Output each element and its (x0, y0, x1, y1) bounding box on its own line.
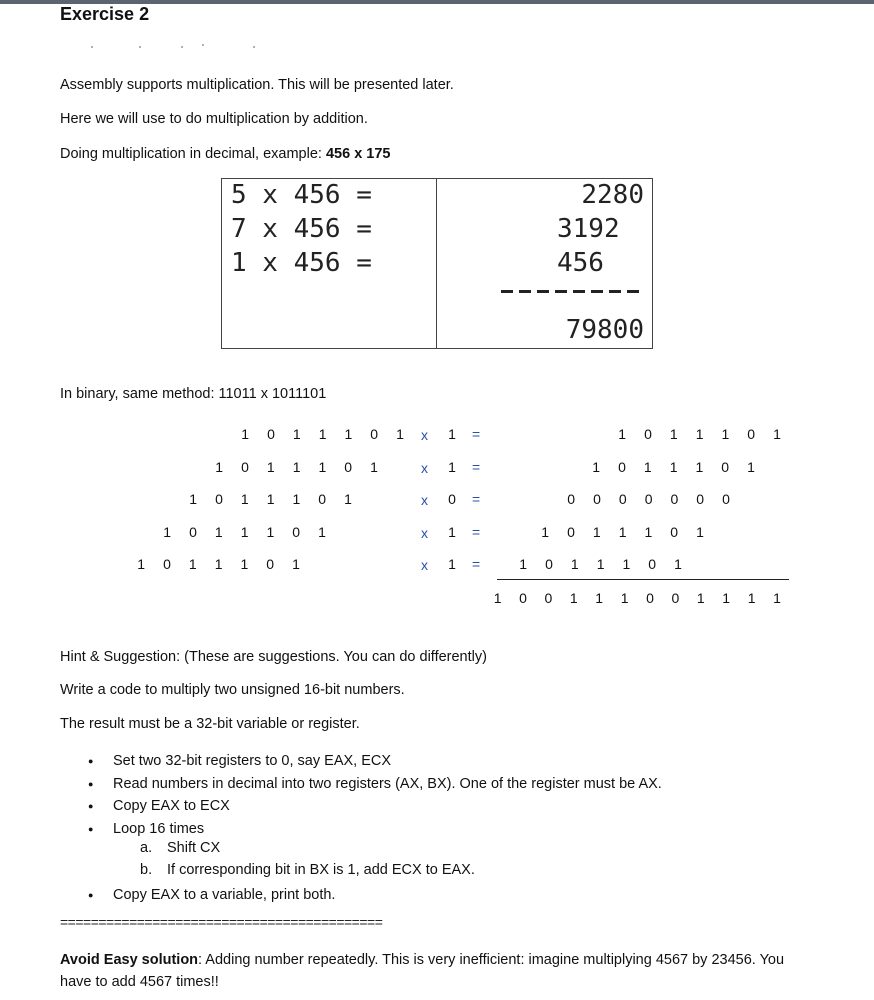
partial-digit: 1 (669, 459, 678, 475)
multiplicand-digit: 1 (318, 524, 326, 540)
partial-digit: 0 (670, 524, 679, 540)
partial-digit: 1 (519, 556, 528, 572)
partial-digit: 1 (695, 459, 704, 475)
partial-digit: 0 (618, 459, 626, 475)
partial-product-1: 2280 (581, 180, 644, 210)
result-digit: 0 (519, 590, 527, 606)
multiplicand-digit: 1 (189, 491, 198, 507)
step-2: ● Read numbers in decimal into two registers (AX, BX). One of the register must be AX. (88, 773, 662, 796)
avoid-line-1 (60, 952, 784, 968)
partial-digit: 1 (622, 556, 631, 572)
partial-product-3: 456 (557, 248, 604, 278)
partial-digit: 1 (541, 524, 550, 540)
multiplicand-digit: 1 (370, 459, 378, 475)
intro-line-1: Assembly supports multiplication. This will be presented later. (60, 77, 454, 93)
equals-sign: = (472, 491, 481, 507)
multiplicand-digit: 0 (163, 556, 171, 572)
result-digit: 0 (544, 590, 553, 606)
result-digit: 1 (696, 590, 705, 606)
times-sign: x (421, 492, 428, 508)
result-digit: 1 (620, 590, 629, 606)
step-1: ● Set two 32-bit registers to 0, say EAX, ECX (88, 750, 662, 773)
partial-digit: 0 (593, 491, 601, 507)
avoid-label: Avoid Easy solution (60, 952, 199, 968)
partial-digit: 0 (696, 491, 705, 507)
result-digit: 1 (569, 590, 578, 606)
partial-digit: 0 (721, 459, 730, 475)
binary-sum-rule (497, 579, 789, 580)
decimal-multiplication-table (221, 178, 653, 349)
multiplicand-digit: 1 (318, 426, 327, 442)
multiplicand-digit: 0 (241, 459, 249, 475)
result-digit: 1 (773, 590, 781, 606)
multiplicand-digit: 1 (344, 426, 353, 442)
partial-digit: 0 (670, 491, 679, 507)
partial-digit: 1 (570, 556, 579, 572)
separator-line: ========================================== (60, 914, 383, 930)
step-5: ● Copy EAX to a variable, print both. (88, 884, 335, 907)
avoid-line-2: have to add 4567 times!! (60, 974, 219, 990)
multiplier-bit: 1 (448, 524, 456, 540)
multiplicand-digit: 0 (370, 426, 379, 442)
multiplicand-digit: 0 (267, 426, 275, 442)
result-digit: 0 (646, 590, 654, 606)
avoid-text: : Adding number repeatedly. This is very inefficient: imagine multiplying 4567 by 23456. You (198, 952, 785, 968)
multiplicand-digit: 1 (240, 491, 249, 507)
partial-digit: 1 (596, 556, 605, 572)
times-sign: x (421, 460, 428, 476)
partial-digit: 1 (696, 524, 704, 540)
sub-step-b-label: b. (140, 862, 153, 878)
times-sign: x (421, 525, 428, 541)
equals-sign: = (472, 459, 481, 475)
partial-digit: 1 (669, 426, 678, 442)
multiplicand-digit: 0 (215, 491, 223, 507)
partial-digit: 1 (695, 426, 704, 442)
binary-intro: In binary, same method: 11011 x 1011101 (60, 386, 327, 402)
step-4-text: Loop 16 times (113, 820, 205, 837)
multiplicand-digit: 1 (396, 426, 404, 442)
multiplicand-digit: 1 (292, 426, 301, 442)
result-digit: 1 (493, 590, 502, 606)
partial-product-2: 3192 (557, 214, 620, 244)
hint-line-2: The result must be a 32-bit variable or register. (60, 716, 360, 732)
partial-digit: 0 (722, 491, 730, 507)
partial-digit: 1 (618, 524, 627, 540)
partial-digit: 1 (644, 524, 653, 540)
steps-list (88, 750, 662, 840)
partial-digit: 1 (721, 426, 730, 442)
decimal-right-cell (437, 179, 653, 349)
partial-digit: 1 (674, 556, 682, 572)
multiplicand-digit: 1 (266, 459, 275, 475)
multiplicand-digit: 0 (344, 459, 353, 475)
hint-line-1: Write a code to multiply two unsigned 16-bit numbers. (60, 682, 405, 698)
multiplicand-digit: 0 (292, 524, 301, 540)
result-digit: 1 (747, 590, 756, 606)
multiplier-bit: 1 (448, 556, 456, 572)
multiplicand-digit: 1 (292, 491, 301, 507)
multiplicand-digit: 1 (292, 459, 301, 475)
result-digit: 1 (722, 590, 731, 606)
decimal-row-1: 5 x 456 = (231, 180, 372, 210)
decimal-row-2: 7 x 456 = (231, 214, 372, 244)
multiplicand-digit: 1 (240, 524, 249, 540)
sub-step-a-label: a. (140, 840, 153, 856)
multiplicand-digit: 1 (318, 459, 327, 475)
decimal-result: 79800 (565, 315, 644, 345)
partial-digit: 0 (567, 524, 575, 540)
partial-digit: 1 (592, 459, 601, 475)
step-4 (88, 818, 662, 841)
multiplier-bit: 1 (448, 426, 456, 442)
partial-digit: 1 (643, 459, 652, 475)
page-title: Exercise 2 (60, 4, 150, 24)
multiplicand-digit: 1 (240, 556, 249, 572)
multiplicand-digit: 1 (266, 491, 275, 507)
sub-step-a: Shift CX (167, 840, 221, 856)
partial-digit: 0 (545, 556, 553, 572)
equals-sign: = (472, 426, 481, 442)
partial-digit: 0 (618, 491, 627, 507)
multiplicand-digit: 1 (344, 491, 352, 507)
intro-line-3-text: Doing multiplication in decimal, example: (60, 146, 326, 162)
hint-heading: Hint & Suggestion: (These are suggestions. You can do differently) (60, 649, 487, 665)
multiplicand-digit: 0 (189, 524, 197, 540)
multiplicand-digit: 1 (241, 426, 250, 442)
partial-digit: 0 (644, 426, 652, 442)
step-3: ● Copy EAX to ECX (88, 795, 662, 818)
equals-sign: = (472, 524, 481, 540)
equals-sign: = (472, 556, 481, 572)
times-sign: x (421, 557, 428, 573)
example-expression: 456 x 175 (325, 146, 391, 162)
partial-digit: 0 (747, 426, 756, 442)
multiplicand-digit: 0 (266, 556, 275, 572)
partial-digit: 0 (648, 556, 657, 572)
partial-digit: 1 (773, 426, 781, 442)
partial-digit: 1 (618, 426, 627, 442)
multiplicand-digit: 1 (163, 524, 172, 540)
multiplicand-digit: 1 (215, 459, 224, 475)
times-sign: x (421, 427, 428, 443)
decimal-left-cell (222, 179, 437, 349)
multiplicand-digit: 1 (137, 556, 146, 572)
partial-digit: 1 (747, 459, 755, 475)
decimal-row-3: 1 x 456 = (231, 248, 372, 278)
multiplicand-digit: 0 (318, 491, 327, 507)
sub-step-b: If corresponding bit in BX is 1, add ECX to EAX. (167, 862, 475, 878)
sum-dashes (501, 290, 643, 293)
multiplier-bit: 1 (448, 459, 456, 475)
steps-list-continued (88, 884, 335, 907)
partial-digit: 0 (644, 491, 653, 507)
multiplicand-digit: 1 (214, 524, 223, 540)
result-digit: 1 (595, 590, 604, 606)
multiplicand-digit: 1 (214, 556, 223, 572)
result-digit: 0 (671, 590, 680, 606)
partial-digit: 1 (592, 524, 601, 540)
partial-digit: 0 (567, 491, 576, 507)
multiplicand-digit: 1 (292, 556, 300, 572)
multiplicand-digit: 1 (188, 556, 197, 572)
multiplier-bit: 0 (448, 491, 456, 507)
intro-line-3 (60, 146, 390, 162)
multiplicand-digit: 1 (266, 524, 275, 540)
intro-line-2: Here we will use to do multiplication by addition. (60, 111, 368, 127)
